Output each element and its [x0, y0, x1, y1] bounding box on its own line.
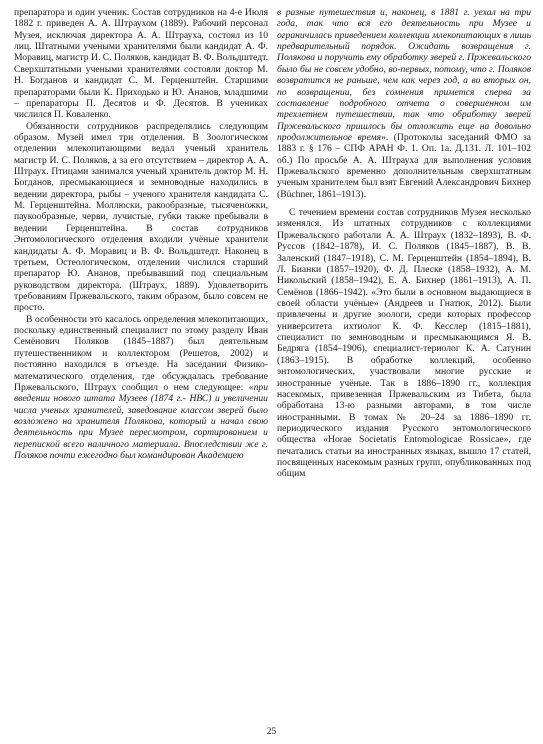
left-column — [14, 7, 268, 461]
page-number: 25 — [266, 727, 277, 737]
paragraph: препаратора и один ученик. Состав сотрудников на 4-е Июля 1882 г. приведен А. А. Штраухом (1889). Рабочий персонал Музея, исключая директора А. А. Штрауха, состоял из 10 лиц. Штатными учеными хранителями были кандидат А. Ф. Моравиц, магистр И. С. Поляков, кандидат В. Ф. Вольдштедт. Сверхштатными учеными хранителями состояли доктор М. Н. Богданов и кандидат С. М. Герценштейн. Старшими препараторами были К. Приходько и Ю. Ананов, младшими – препараторы П. Десятов и Ф. Десятов. В учениках числился П. Коваленко. — [14, 7, 268, 121]
paragraph — [14, 314, 268, 462]
quotation-italic: при введении нового штата Музеев (1874 г.- НВС) и увеличении числа ученых хранителей, заведование классом зверей было возложено на хранителя Полякова, который и начал свою деятельность при Музее пересмотром, сортированием и перепиской всего наличного материала. Впоследствии же г. Поляков почти ежегодно был командирован Академиею — [14, 381, 268, 462]
paragraph: Обязанности сотрудников распределялись следующим образом. Музей имел три отделения. В Зоологическом отделении млекопитающими ведал ученый хранитель магистр И. С. Поляков, а за его отсутствием – директор А. А. Штраух. Птицами занимался ученый хранитель доктор М. Н. Богданов, пресмыкающиеся и земноводные находились в ведении директора, рыбы – ученого хранителя кандидата С. М. Герценштейна. Моллюски, ракообразные, тысяченожки, паукообразные, черви, лучистые, губки также пребывали в ведении Герценштейна. В состав сотрудников Энтомологического отделения входили учёные хранители кандидаты А. Ф. Моравиц и В. Ф. Вольдштедт. Наконец в третьем, Остеологическом, отделении числился старший препаратор Ю. Ананов, пребывавший под специальным руководством директора. (Штраух, 1889). Удовлетворить требованиям Пржевальского, таким образом, было совсем не просто. — [14, 120, 268, 314]
paragraph — [277, 7, 531, 200]
right-column — [277, 7, 531, 480]
paragraph-text: В особенности это касалось определения млекопитающих, поскольку единственный специалист по этому разделу Иван Семёнович Поляков (1845–1887) был деятельным путешественником и коллектором (Решетов, 2002) и постоянно находился в отъезде. На заседании Физико-математического отделения, где обсуждалась требование Пржевальского, Штраух сообщил о нем следующее: « — [14, 313, 268, 393]
paragraph-text: ». (Протоколы заседаний ФМО за 1883 г. § 176 – СПФ АРАН Ф. 1. Оп. 1а. Д.131. Л. 101–102 об.) По просьбе А. А. Штрауха для выполнения условия Пржевальского временно дополнительным сверхштатным ученым хранителем был взят Евгений Александрович Бихнер (Büchner, 1861–1913). — [277, 131, 532, 200]
paragraph: С течением времени состав сотрудников Музея несколько изменялся. Из штатных сотрудников с коллекциями Пржевальского работали А. А. Штраух (1832–1893), В. Ф. Руссов (1842–1878), И. С. Поляков (1845–1887), В. В. Заленский (1847–1918), С. М. Герценштейн (1854–1894), В. Л. Бианки (1857–1920), Ф. Д. Плеске (1858–1932), А. М. Никольский (1858–1942), Е. А. Бихнер (1861–1913), А. П. Семёнов (1866–1942). «Это были в основном выдающиеся в своей области учёные» (Андреев и Гнатюк, 2012). Были привлечены и другие зоологи, среди которых профессор университета ихтиолог К. Ф. Кесслер (1815–1881), специалист по земноводным и пресмыкающимся Я. В. Бедряга (1854–1906), специалист-териолог К. А. Сатунин (1863–1915). В обработке коллекций, особенно энтомологических, участвовали многие русские и иностранные учёные. Так в 1886–1890 гг., коллекция насекомых, привезенная Пржевальским из Тибета, была обработана 13-ю разными авторами, в том числе иностранными. В томах № 20–24 за 1886–1890 гг. периодического издания Русского энтомологического общества «Horae Societatis Entomologicae Rossicae», где печатались статьи на иностранных языках, вышло 17 статей, посвященных насекомым разных групп, опубликованных под общим — [277, 207, 531, 480]
quotation-italic: в разные путешествия и, наконец, в 1881 г. уехал на три года, так что вся его деятельность при Музее и ограничилась приведением коллекции млекопитающих в лишь предварительный порядок. Ожидать возвращения г. Полякова и поручить ему обработку зверей г. Пржевальского было бы не совсем удобно, во-первых, потому, что г. Поляков возвратится не раньше, чем как через год, а во вторых он, по возвращении, без сомнения примется сперва за составление подробного отчета о совершенном им трехлетнем путешествии, так что обработку зверей Пржевальского пришлось бы отложить еще на довольно продолжительное время — [277, 7, 531, 143]
